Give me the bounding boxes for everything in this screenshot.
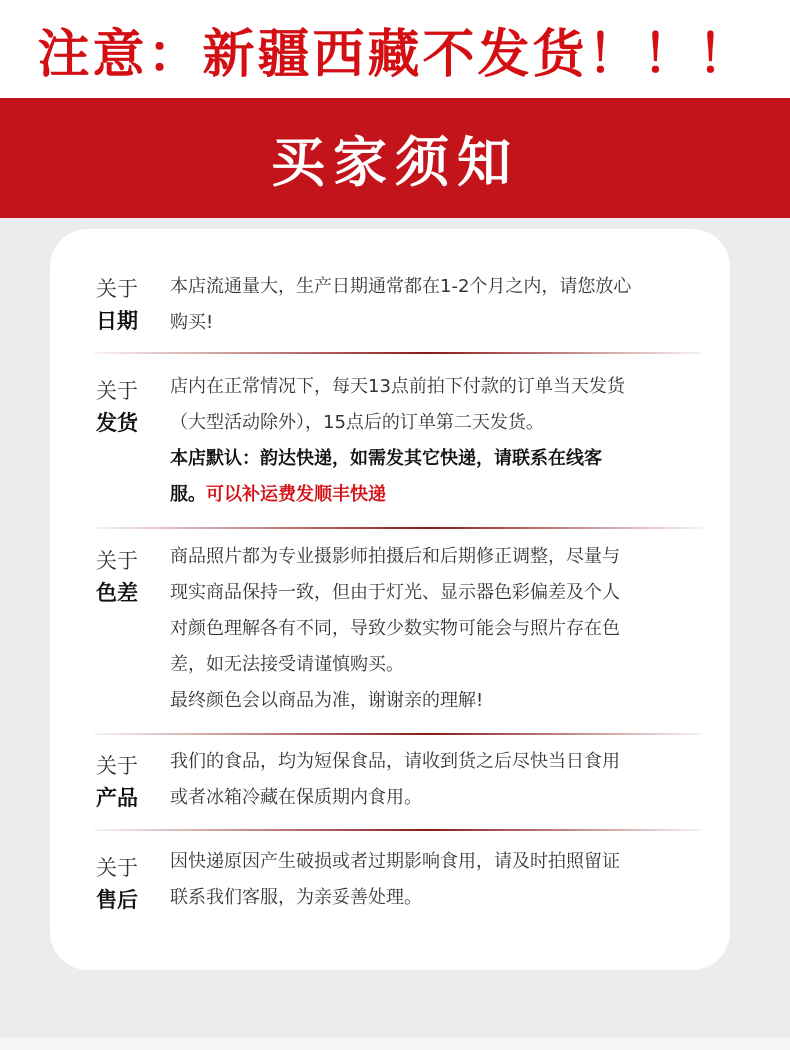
body-line: 对颜色理解各有不同，导致少数实物可能会与照片存在色 — [170, 618, 620, 639]
body-line: 购买! — [170, 312, 214, 333]
section-date — [94, 269, 700, 351]
section-body — [170, 744, 710, 816]
label-topic: 日期 — [96, 309, 138, 333]
section-body — [170, 539, 710, 719]
title-banner — [0, 98, 790, 218]
section-divider — [94, 527, 702, 529]
notice-card — [50, 229, 730, 970]
section-product — [94, 744, 700, 824]
bottom-band — [0, 1038, 790, 1050]
body-line-emphasis-end: 服。 — [170, 484, 206, 505]
section-divider — [94, 829, 702, 831]
body-line: 本店流通量大，生产日期通常都在1-2个月之内，请您放心 — [170, 276, 632, 297]
body-line: 或者冰箱冷藏在保质期内食用。 — [170, 787, 422, 808]
section-label — [96, 852, 156, 916]
body-line: （大型活动除外），15点后的订单第二天发货。 — [170, 412, 544, 433]
label-prefix: 关于 — [96, 379, 138, 403]
section-label — [96, 375, 156, 439]
sf-express-note: 可以补运费发顺丰快递 — [206, 484, 386, 505]
body-line: 商品照片都为专业摄影师拍摄后和后期修正调整，尽量与 — [170, 546, 620, 567]
body-line: 现实商品保持一致，但由于灯光、显示器色彩偏差及个人 — [170, 582, 620, 603]
label-topic: 售后 — [96, 888, 138, 912]
body-line: 差，如无法接受请谨慎购买。 — [170, 654, 404, 675]
label-prefix: 关于 — [96, 277, 138, 301]
label-topic: 发货 — [96, 411, 138, 435]
section-after-sales — [94, 844, 700, 924]
page-title: 买家须知 — [271, 129, 519, 194]
section-body — [170, 369, 710, 513]
label-topic: 色差 — [96, 581, 138, 605]
body-line: 店内在正常情况下，每天13点前拍下付款的订单当天发货 — [170, 376, 625, 397]
section-divider — [94, 352, 702, 354]
label-prefix: 关于 — [96, 549, 138, 573]
shipping-notice — [0, 0, 790, 98]
section-color-difference — [94, 539, 700, 725]
section-body — [170, 844, 710, 916]
body-line: 我们的食品，均为短保食品，请收到货之后尽快当日食用 — [170, 751, 620, 772]
body-line-emphasis — [170, 477, 710, 513]
body-line: 因快递原因产生破损或者过期影响食用，请及时拍照留证 — [170, 851, 620, 872]
section-label — [96, 273, 156, 337]
body-line-emphasis: 本店默认：韵达快递，如需发其它快递，请联系在线客 — [170, 448, 602, 469]
label-prefix: 关于 — [96, 754, 138, 778]
section-label — [96, 545, 156, 609]
section-shipping — [94, 369, 700, 519]
shipping-notice-text: 注意：新疆西藏不发货！！！ — [37, 24, 753, 85]
body-line: 最终颜色会以商品为准，谢谢亲的理解! — [170, 690, 484, 711]
label-topic: 产品 — [96, 786, 138, 810]
body-line: 联系我们客服，为亲妥善处理。 — [170, 887, 422, 908]
section-divider — [94, 733, 702, 735]
label-prefix: 关于 — [96, 856, 138, 880]
section-body — [170, 269, 710, 341]
section-label — [96, 750, 156, 814]
